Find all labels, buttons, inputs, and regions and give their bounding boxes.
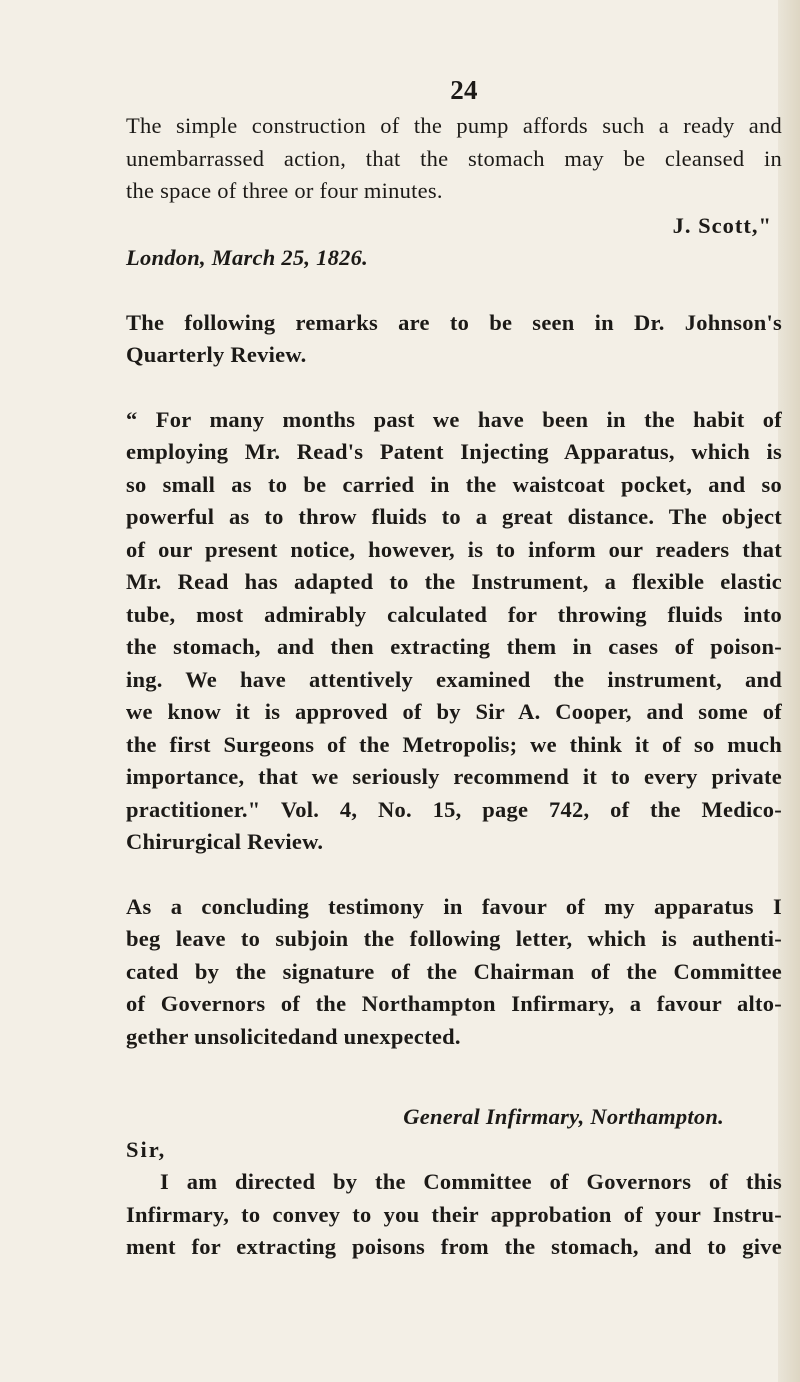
paragraph-following-remarks (126, 307, 782, 372)
paragraph-letter-body (126, 1166, 782, 1264)
text-line: the stomach, and then extracting them in cases of poison- (126, 634, 782, 659)
text-line: ment for extracting poisons from the stomach, and to give (126, 1234, 782, 1259)
text-line: Infirmary, to convey to you their approbation of your Instru- (126, 1201, 782, 1227)
text-line: employing Mr. Read's Patent Injecting Apparatus, which is (126, 439, 782, 464)
text-line: of our present notice, however, is to inform our readers that (126, 536, 782, 562)
text-line: powerful as to throw fluids to a great distance. The object (126, 504, 782, 529)
text-line: tube, most admirably calculated for throwing fluids into (126, 601, 782, 627)
text-line: Quarterly Review. (126, 342, 307, 367)
document-page (126, 70, 782, 1264)
page-number: 24 (450, 75, 478, 105)
text-line: practitioner." Vol. 4, No. 15, page 742, of the Medico- (126, 796, 782, 822)
text-line: ing. We have attentively examined the instrument, and (126, 666, 782, 692)
text-line: I am directed by the Committee of Governors of this (160, 1169, 782, 1194)
text-line: importance, that we seriously recommend it to every private (126, 764, 782, 789)
paragraph-review-quote (126, 404, 782, 859)
dateline: London, March 25, 1826. (126, 245, 369, 270)
text-line: the first Surgeons of the Metropolis; we think it of so much (126, 731, 782, 757)
text-line: Mr. Read has adapted to the Instrument, a flexible elastic (126, 569, 782, 594)
text-line: we know it is approved of by Sir A. Cooper, and some of (126, 699, 782, 724)
text-line: of Governors of the Northampton Infirmary, a favour alto- (126, 991, 782, 1016)
signature: J. Scott," (672, 212, 772, 238)
text-line: gether unsolicitedand unexpected. (126, 1023, 461, 1049)
text-line: As a concluding testimony in favour of my apparatus I (126, 893, 782, 919)
text-line: the space of three or four minutes. (126, 178, 443, 203)
text-line: Chirurgical Review. (126, 829, 324, 854)
text-line: so small as to be carried in the waistcoat pocket, and so (126, 471, 782, 497)
paragraph-concluding-testimony (126, 891, 782, 1054)
paragraph-pump-construction (126, 110, 782, 208)
text-line: cated by the signature of the Chairman of the Committee (126, 958, 782, 984)
letter-salutation: Sir, (126, 1136, 167, 1162)
text-line: beg leave to subjoin the following letter, which is authenti- (126, 926, 782, 951)
text-line: unembarrassed action, that the stomach may be cleansed in (126, 145, 782, 171)
text-line: The simple construction of the pump affords such a ready and (126, 113, 782, 138)
text-line: “ For many months past we have been in the habit of (126, 406, 782, 432)
text-line: The following remarks are to be seen in Dr. Johnson's (126, 309, 782, 335)
letter-heading: General Infirmary, Northampton. (403, 1104, 724, 1129)
